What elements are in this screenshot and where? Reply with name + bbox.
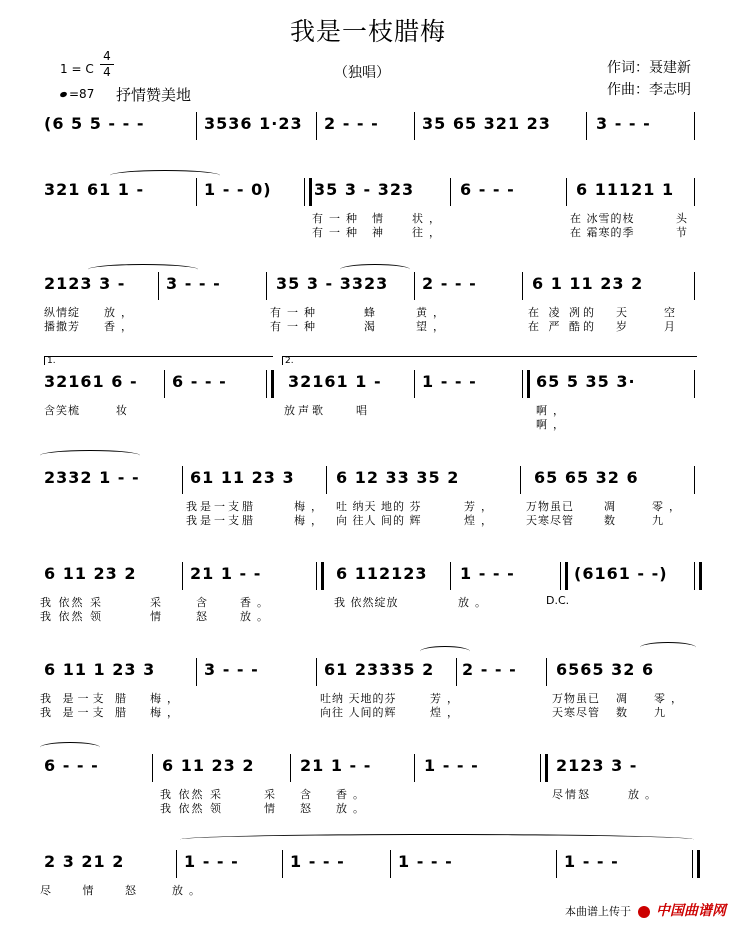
- measure-notes: 61 23335 2: [324, 660, 435, 679]
- lyric: 放，: [104, 306, 138, 319]
- site-name: 中国曲谱网: [656, 903, 726, 919]
- lyric: 放。: [628, 788, 662, 801]
- score-system: [0, 554, 736, 638]
- barline: [450, 178, 451, 206]
- barline: [196, 112, 197, 140]
- lyric: 数: [604, 514, 621, 527]
- barline: [316, 658, 317, 686]
- lyric: 九: [652, 514, 669, 527]
- lyric: 凋: [616, 692, 633, 705]
- measure-notes: 6 1 11 23 2: [532, 274, 644, 293]
- barline: [522, 272, 523, 300]
- lyric: 怒: [196, 610, 213, 623]
- lyric: 我 依然 领: [40, 610, 103, 623]
- lyric: 我是一支腊: [186, 500, 256, 513]
- measure-notes: 1 - - -: [460, 564, 515, 583]
- lyric: 九: [654, 706, 671, 719]
- barline: [414, 370, 415, 398]
- barline: [164, 370, 165, 398]
- measure-notes: 6565 32 6: [556, 660, 655, 679]
- barline: [326, 466, 327, 494]
- lyric: 香。: [336, 788, 370, 801]
- measure-notes: 1 - - -: [564, 852, 619, 871]
- score-system: [0, 746, 736, 830]
- lyric: 向往 人间的辉: [320, 706, 397, 719]
- measure-notes: 6 - - -: [460, 180, 515, 199]
- slur: [640, 642, 696, 653]
- composer-credit: 作曲：李志明: [607, 82, 691, 98]
- lyric: 在 严 酷的: [528, 320, 597, 333]
- lyric: 月: [664, 320, 681, 333]
- measure-notes: 6 11 23 2: [162, 756, 255, 775]
- measure-notes: 32161 1 -: [288, 372, 382, 391]
- lyric: 蜂: [364, 306, 381, 319]
- measure-notes: (6161 - -): [574, 564, 668, 583]
- lyric: 吐 纳天 地的 芬: [336, 500, 422, 513]
- barline: [390, 850, 391, 878]
- lyric: 向 往人 间的 辉: [336, 514, 422, 527]
- time-top: 4: [103, 49, 111, 63]
- barline: [694, 466, 695, 494]
- lyric: 万物虽已: [526, 500, 574, 513]
- slur: [40, 742, 100, 753]
- lyric: 尽 情 怒: [40, 884, 150, 897]
- lyric: 在 霜寒的季: [570, 226, 635, 239]
- lyric: 啊，: [536, 404, 570, 417]
- slur: [180, 834, 694, 845]
- barline: [282, 850, 283, 878]
- measure-notes: 21 1 - -: [300, 756, 372, 775]
- lyric: 纵情绽: [44, 306, 80, 319]
- repeat-end-barline: [316, 562, 324, 590]
- tempo-marking: [60, 87, 94, 101]
- score-system: [0, 170, 736, 254]
- lyric: 吐纳 天地的芬: [320, 692, 397, 705]
- measure-notes: 2123 3 -: [556, 756, 638, 775]
- lyric: 啊，: [536, 418, 570, 431]
- lyric: 空: [664, 306, 681, 319]
- lyric: 在 凌 冽的: [528, 306, 597, 319]
- lyric: 零，: [652, 500, 686, 513]
- measure-notes: 1 - - -: [184, 852, 239, 871]
- lyric: 有一种: [270, 306, 321, 319]
- lyric: 在 冰雪的枝: [570, 212, 635, 225]
- lyric: 放。: [172, 884, 206, 897]
- lyric: 煌，: [464, 514, 498, 527]
- measure-notes: 2 - - -: [324, 114, 379, 133]
- lyric: 情: [150, 610, 167, 623]
- barline: [196, 178, 197, 206]
- lyric: 梅，: [150, 706, 184, 719]
- measure-notes: 35 65 321 23: [422, 114, 551, 133]
- time-signature: [100, 50, 114, 79]
- voice-type: （独唱）: [334, 65, 390, 81]
- double-barline: [560, 562, 568, 590]
- barline: [176, 850, 177, 878]
- lyric: 状，: [412, 212, 446, 225]
- measure-notes: 6 11 23 2: [44, 564, 137, 583]
- lyric: 凋: [604, 500, 621, 513]
- lyric: 万物虽已: [552, 692, 600, 705]
- lyric: 岁: [616, 320, 633, 333]
- barline: [196, 658, 197, 686]
- lyric: 我是一支腊: [186, 514, 256, 527]
- page-title: 我是一枝腊梅: [289, 17, 446, 46]
- quarter-note-icon: [59, 91, 67, 98]
- lyric: 梅，: [294, 514, 328, 527]
- lyric: 数: [616, 706, 633, 719]
- lyric: 有一种: [270, 320, 321, 333]
- lyric: 情: [372, 212, 389, 225]
- barline: [546, 658, 547, 686]
- slur: [420, 646, 470, 657]
- barline: [290, 754, 291, 782]
- lyric: 含笑梳: [44, 404, 80, 417]
- lyric: 唱: [356, 404, 373, 417]
- repeat-start-barline: [540, 754, 548, 782]
- lyric: 神: [372, 226, 389, 239]
- lyric: 芳，: [430, 692, 464, 705]
- barline: [566, 178, 567, 206]
- lyric: 我 依然绽放: [334, 596, 399, 609]
- lyric: 渴: [364, 320, 381, 333]
- lyricist-credit: 作词：聂建新: [607, 60, 691, 76]
- key-signature: 1 = C: [60, 62, 94, 76]
- barline: [158, 272, 159, 300]
- first-ending-bracket: 1.: [44, 356, 273, 365]
- lyric: 怒: [300, 802, 317, 815]
- measure-notes: 1 - - -: [398, 852, 453, 871]
- measure-notes: 2 - - -: [462, 660, 517, 679]
- site-logo-icon: [638, 906, 650, 918]
- barline: [414, 272, 415, 300]
- measure-notes: 6 - - -: [172, 372, 227, 391]
- measure-notes: 65 5 35 3·: [536, 372, 636, 391]
- lyric: 含: [300, 788, 317, 801]
- lyric: D.C.: [546, 594, 570, 607]
- measure-notes: 1 - - -: [290, 852, 345, 871]
- barline: [266, 272, 267, 300]
- lyric: 我 是一支 腊: [40, 692, 130, 705]
- measure-notes: 321 61 1 -: [44, 180, 145, 199]
- lyric: 放。: [336, 802, 370, 815]
- measure-notes: 21 1 - -: [190, 564, 262, 583]
- lyric: 零，: [654, 692, 688, 705]
- final-barline: [692, 850, 700, 878]
- lyric: 情: [264, 802, 281, 815]
- tempo-value: =87: [69, 87, 95, 101]
- lyric: 天寒尽管: [526, 514, 574, 527]
- measure-notes: 2 3 21 2: [44, 852, 125, 871]
- barline: [694, 112, 695, 140]
- lyric: 采: [264, 788, 281, 801]
- measure-notes: 3536 1·23: [204, 114, 303, 133]
- measure-notes: 6 12 33 35 2: [336, 468, 460, 487]
- upload-text: 本曲谱上传于: [565, 905, 631, 918]
- score-system: [0, 264, 736, 348]
- lyric: 头: [676, 212, 693, 225]
- lyric: 放。: [240, 610, 274, 623]
- measure-notes: 2123 3 -: [44, 274, 126, 293]
- measure-notes: 65 65 32 6: [534, 468, 639, 487]
- measure-notes: 35 3 - 323: [314, 180, 415, 199]
- measure-notes: 35 3 - 3323: [276, 274, 389, 293]
- barline: [694, 272, 695, 300]
- barline: [414, 754, 415, 782]
- upload-credit: [565, 900, 726, 920]
- lyric: 放声歌: [284, 404, 326, 417]
- measure-notes: 6 112123: [336, 564, 428, 583]
- barline: [152, 754, 153, 782]
- barline: [456, 658, 457, 686]
- lyric: 我 依然 采: [40, 596, 103, 609]
- measure-notes: 1 - - -: [424, 756, 479, 775]
- repeat-end-barline: [694, 562, 702, 590]
- lyric: 妆: [116, 404, 133, 417]
- lyric: 含: [196, 596, 213, 609]
- measure-notes: 1 - - -: [422, 372, 477, 391]
- lyric: 黄，: [416, 306, 450, 319]
- time-bottom: 4: [103, 65, 111, 79]
- lyric: 有一种: [312, 226, 363, 239]
- lyric: 放。: [458, 596, 492, 609]
- lyric: 尽情怒: [552, 788, 591, 801]
- lyric: 播撒芳: [44, 320, 80, 333]
- lyric: 天寒尽管: [552, 706, 600, 719]
- lyric: 煌，: [430, 706, 464, 719]
- measure-notes: 32161 6 -: [44, 372, 138, 391]
- lyric: 节: [676, 226, 693, 239]
- lyric: 天: [616, 306, 633, 319]
- measure-notes: 3 - - -: [166, 274, 221, 293]
- score-system: [0, 458, 736, 542]
- lyric: 我 依然 领: [160, 802, 223, 815]
- repeat-start-barline: [304, 178, 312, 206]
- measure-notes: 1 - - 0): [204, 180, 272, 199]
- measure-notes: 3 - - -: [204, 660, 259, 679]
- barline: [414, 112, 415, 140]
- expression-marking: 抒情赞美地: [116, 86, 192, 104]
- lyric: 有一种: [312, 212, 363, 225]
- lyric: 往，: [412, 226, 446, 239]
- lyric: 梅，: [294, 500, 328, 513]
- barline: [694, 178, 695, 206]
- barline: [520, 466, 521, 494]
- measure-notes: 2 - - -: [422, 274, 477, 293]
- lyric: 我 是一支 腊: [40, 706, 130, 719]
- barline: [182, 562, 183, 590]
- score-system: [0, 356, 736, 446]
- lyric: 望，: [416, 320, 450, 333]
- barline: [450, 562, 451, 590]
- double-barline: [522, 370, 530, 398]
- lyric: 梅，: [150, 692, 184, 705]
- barline: [556, 850, 557, 878]
- slur: [40, 450, 140, 461]
- measure-notes: 61 11 23 3: [190, 468, 295, 487]
- barline: [182, 466, 183, 494]
- measure-notes: 6 - - -: [44, 756, 99, 775]
- measure-notes: (6 5 5 - - -: [44, 114, 145, 133]
- second-ending-bracket: 2.: [282, 356, 697, 365]
- lyric: 香，: [104, 320, 138, 333]
- lyric: 采: [150, 596, 167, 609]
- barline: [586, 112, 587, 140]
- lyric: 香。: [240, 596, 274, 609]
- measure-notes: 6 11 1 23 3: [44, 660, 156, 679]
- lyric: 我 依然 采: [160, 788, 223, 801]
- measure-notes: 2332 1 - -: [44, 468, 140, 487]
- measure-notes: 3 - - -: [596, 114, 651, 133]
- barline: [316, 112, 317, 140]
- measure-notes: 6 11121 1: [576, 180, 675, 199]
- repeat-end-barline: [266, 370, 274, 398]
- lyric: 芳，: [464, 500, 498, 513]
- barline: [694, 370, 695, 398]
- score-system: [0, 650, 736, 734]
